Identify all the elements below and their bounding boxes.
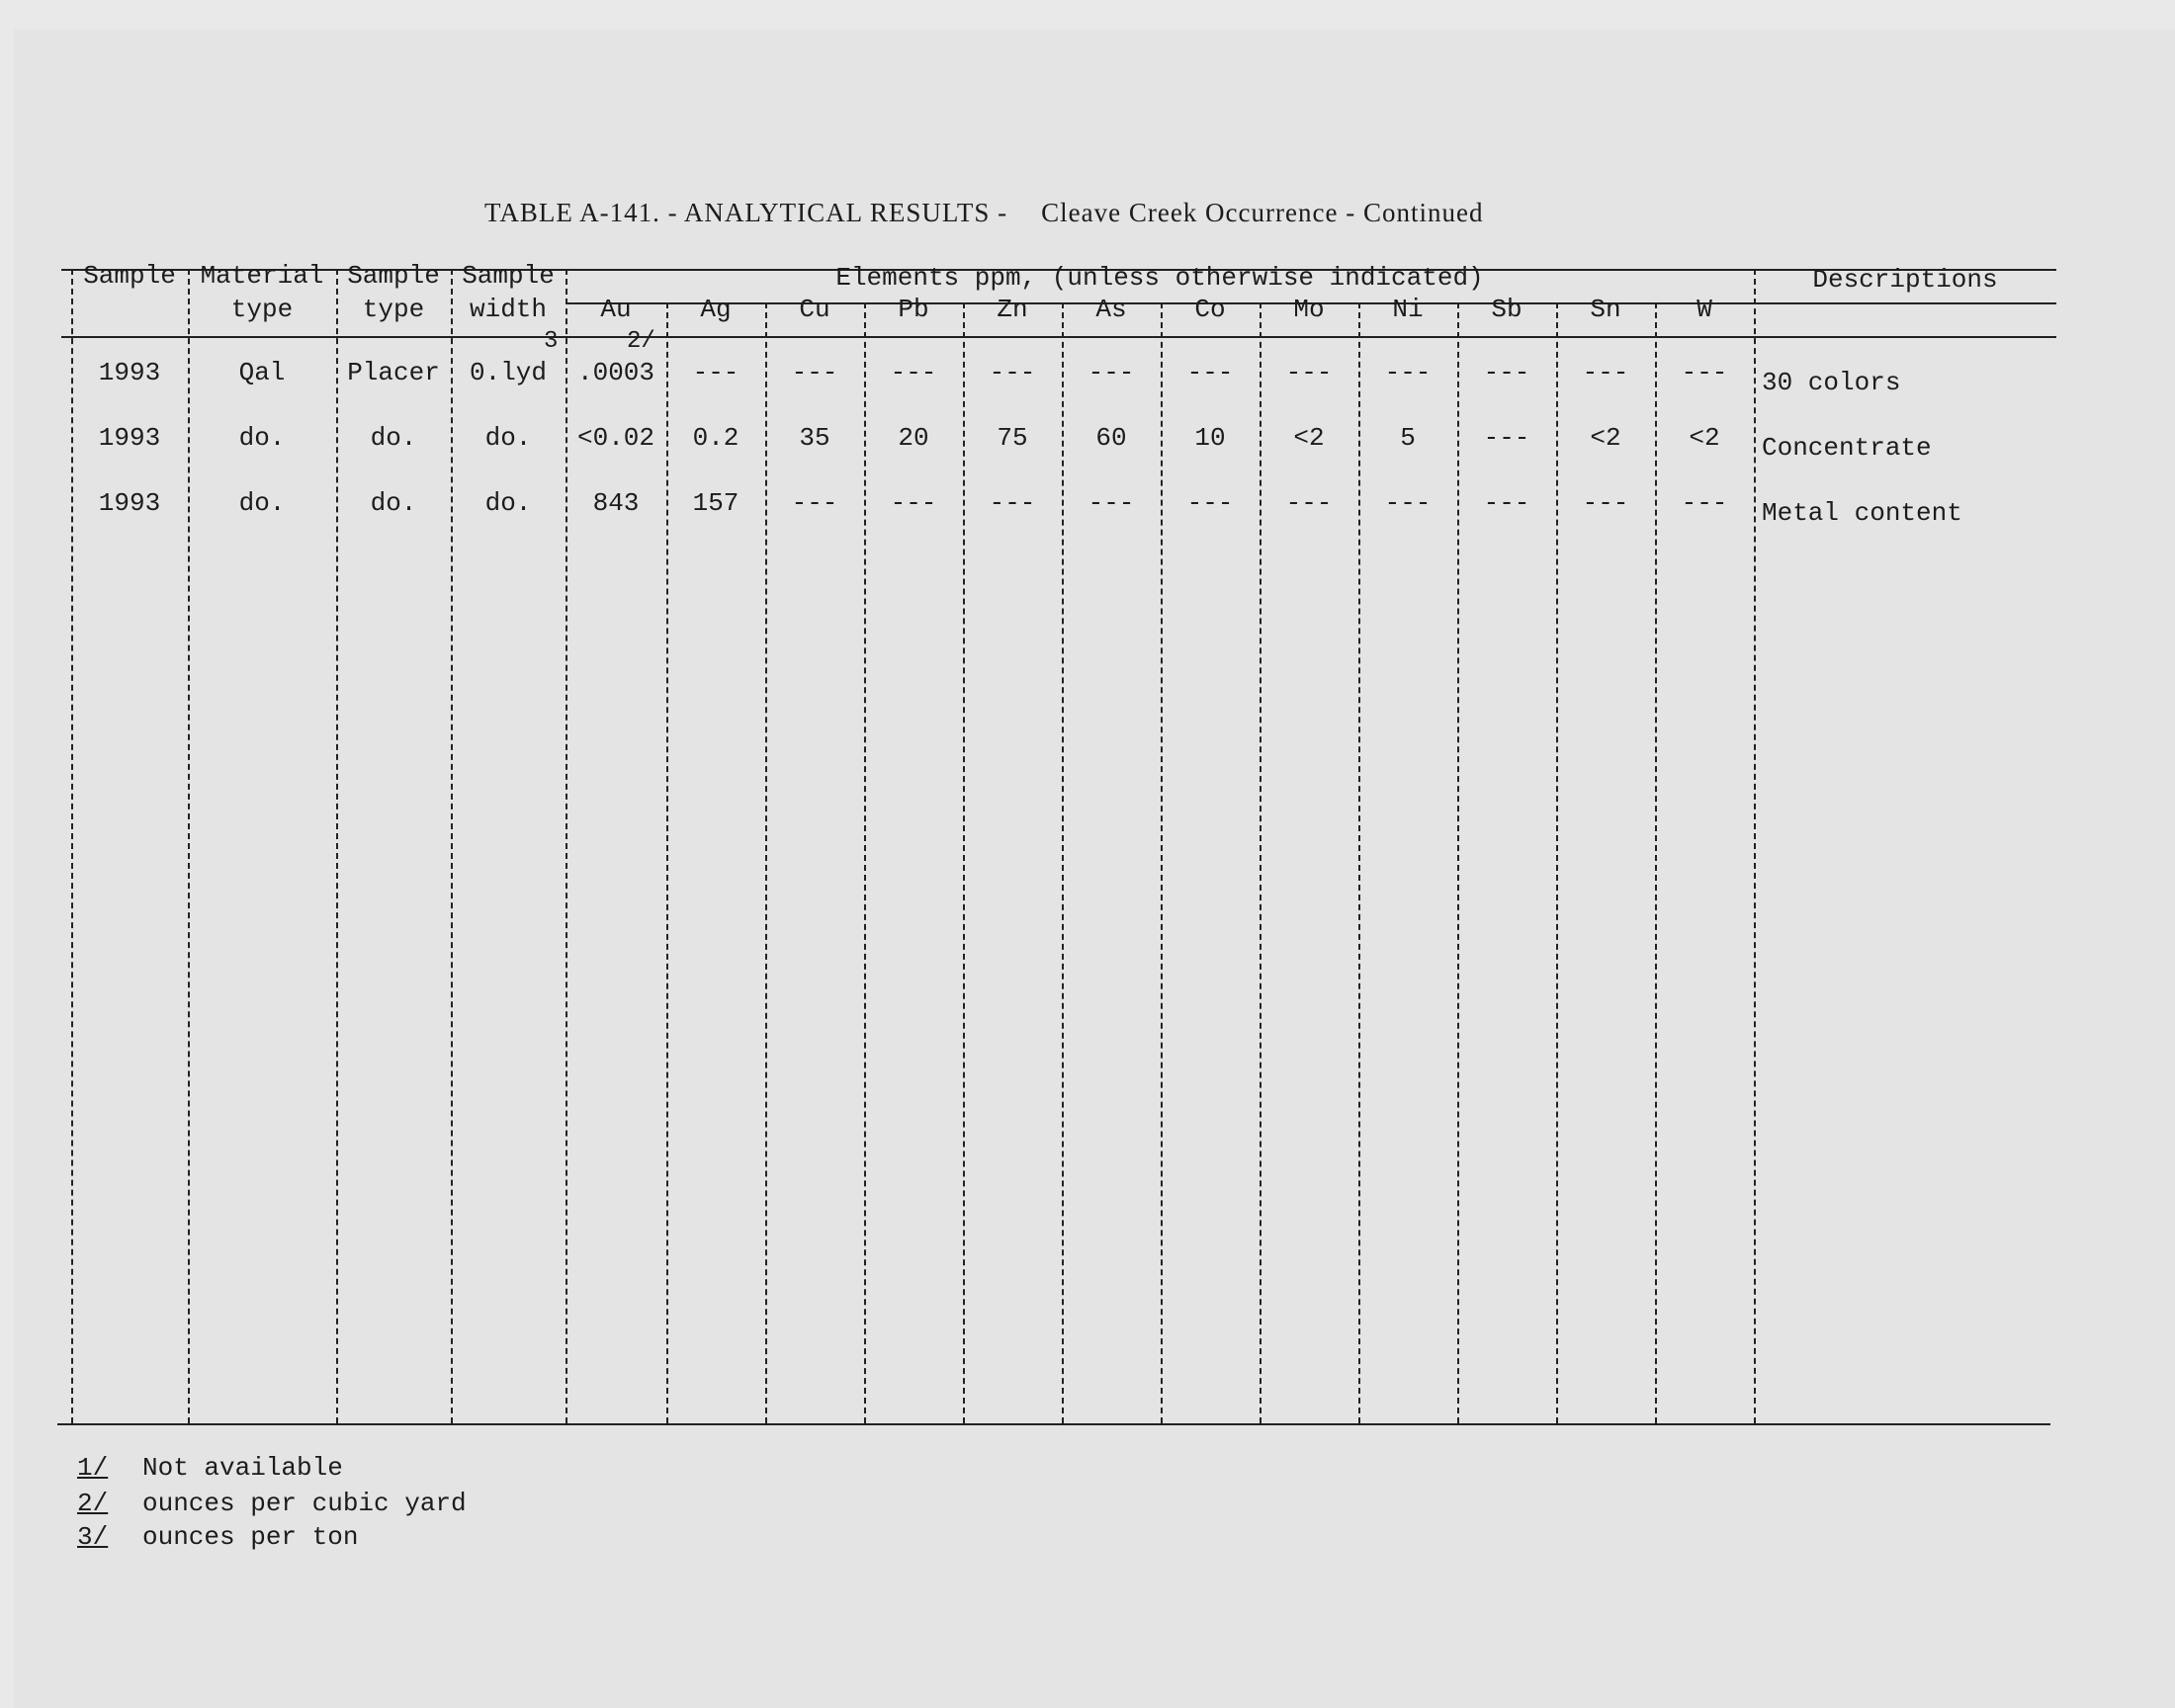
footnote (77, 1522, 358, 1552)
table-title-left: TABLE A-141. - ANALYTICAL RESULTS - (484, 198, 1008, 227)
header-sample-type: Sample (347, 261, 440, 291)
cell-value-ag: 0.2 (692, 423, 740, 453)
cell-sample: 1993 (98, 488, 161, 518)
column-rule (1655, 302, 1657, 1423)
cell-value-mo: <2 (1293, 423, 1325, 453)
cell-value-zn: --- (989, 358, 1036, 387)
table-title-right: Cleave Creek Occurrence - Continued (1041, 198, 1484, 227)
cell-width: 0.lyd (469, 358, 547, 387)
column-rule (666, 302, 668, 1423)
header-element-sn: Sn (1590, 295, 1621, 324)
column-rule (1556, 302, 1558, 1423)
column-rule (1754, 269, 1756, 1423)
table-bottom-rule (57, 1423, 2050, 1425)
footnote (77, 1489, 467, 1518)
cell-material: do. (238, 423, 286, 453)
cell-value-as: 60 (1095, 423, 1127, 453)
header-element-au: Au (600, 295, 632, 324)
footnote-mark: 1/ (77, 1453, 109, 1483)
cell-value-w: --- (1681, 488, 1728, 518)
column-rule (1358, 302, 1360, 1423)
cell-value-ni: --- (1384, 488, 1432, 518)
column-rule (963, 302, 965, 1423)
header-element-ag: Ag (700, 295, 732, 324)
footnote-mark: 3/ (77, 1522, 109, 1552)
table-title (484, 198, 1483, 228)
cell-value-zn: 75 (997, 423, 1028, 453)
cell-description: 30 colors (1762, 368, 1901, 397)
header-material-type-2: type (230, 295, 294, 324)
cell-value-au: .0003 (576, 358, 654, 387)
header-sample-type-2: type (362, 295, 425, 324)
footnote (77, 1453, 343, 1483)
column-rule (864, 302, 866, 1423)
footnote-text: Not available (142, 1453, 343, 1483)
cell-value-as: --- (1088, 358, 1135, 387)
header-element-ni: Ni (1392, 295, 1424, 324)
header-element-cu: Cu (799, 295, 830, 324)
cell-sample: 1993 (98, 358, 161, 387)
cell-type: do. (370, 423, 417, 453)
header-element-as: As (1095, 295, 1127, 324)
column-rule (765, 302, 767, 1423)
header-element-co: Co (1194, 295, 1226, 324)
header-sample: Sample (83, 261, 176, 291)
cell-material: do. (238, 488, 286, 518)
header-elements-group: Elements ppm, (unless otherwise indicated) (835, 263, 1484, 293)
header-element-w: W (1696, 295, 1712, 324)
cell-type: do. (370, 488, 417, 518)
header-element-sb: Sb (1491, 295, 1522, 324)
cell-value-au: 843 (592, 488, 640, 518)
cell-value-sb: --- (1483, 423, 1530, 453)
au-superscript: 2/ (627, 328, 655, 355)
cell-value-cu: --- (791, 488, 838, 518)
cell-value-mo: --- (1285, 358, 1333, 387)
cell-value-ag: --- (692, 358, 740, 387)
cell-value-pb: --- (890, 358, 937, 387)
header-element-zn: Zn (997, 295, 1028, 324)
cell-value-w: --- (1681, 358, 1728, 387)
cell-value-co: 10 (1194, 423, 1226, 453)
cell-value-mo: --- (1285, 488, 1333, 518)
cell-width: do. (484, 488, 532, 518)
cell-value-sn: --- (1582, 488, 1629, 518)
cell-description: Concentrate (1762, 433, 1932, 463)
header-sample-width: Sample (462, 261, 555, 291)
width-superscript: 3 (544, 328, 559, 355)
cell-value-cu: 35 (799, 423, 830, 453)
column-rule (1161, 302, 1163, 1423)
cell-value-cu: --- (791, 358, 838, 387)
footnote-text: ounces per ton (142, 1522, 359, 1552)
cell-material: Qal (238, 358, 286, 387)
cell-value-ni: 5 (1400, 423, 1416, 453)
cell-value-au: <0.02 (576, 423, 654, 453)
cell-value-pb: --- (890, 488, 937, 518)
footnote-mark: 2/ (77, 1489, 109, 1518)
cell-value-zn: --- (989, 488, 1036, 518)
cell-sample: 1993 (98, 423, 161, 453)
cell-width: do. (484, 423, 532, 453)
cell-value-as: --- (1088, 488, 1135, 518)
cell-value-sn: <2 (1590, 423, 1621, 453)
header-element-pb: Pb (898, 295, 929, 324)
cell-value-ag: 157 (692, 488, 740, 518)
cell-value-co: --- (1186, 358, 1234, 387)
header-material-type: Material (200, 261, 324, 291)
cell-type: Placer (347, 358, 440, 387)
cell-value-co: --- (1186, 488, 1234, 518)
cell-value-pb: 20 (898, 423, 929, 453)
column-rule (1457, 302, 1459, 1423)
header-descriptions: Descriptions (1812, 265, 1998, 295)
cell-description: Metal content (1762, 498, 1962, 528)
cell-value-w: <2 (1689, 423, 1720, 453)
header-sample-width-2: width (469, 295, 547, 324)
footnote-text: ounces per cubic yard (142, 1489, 467, 1518)
header-bottom-rule (61, 336, 2056, 338)
cell-value-sn: --- (1582, 358, 1629, 387)
column-rule (1062, 302, 1064, 1423)
cell-value-sb: --- (1483, 358, 1530, 387)
header-element-mo: Mo (1293, 295, 1325, 324)
cell-value-ni: --- (1384, 358, 1432, 387)
cell-value-sb: --- (1483, 488, 1530, 518)
column-rule (1260, 302, 1262, 1423)
